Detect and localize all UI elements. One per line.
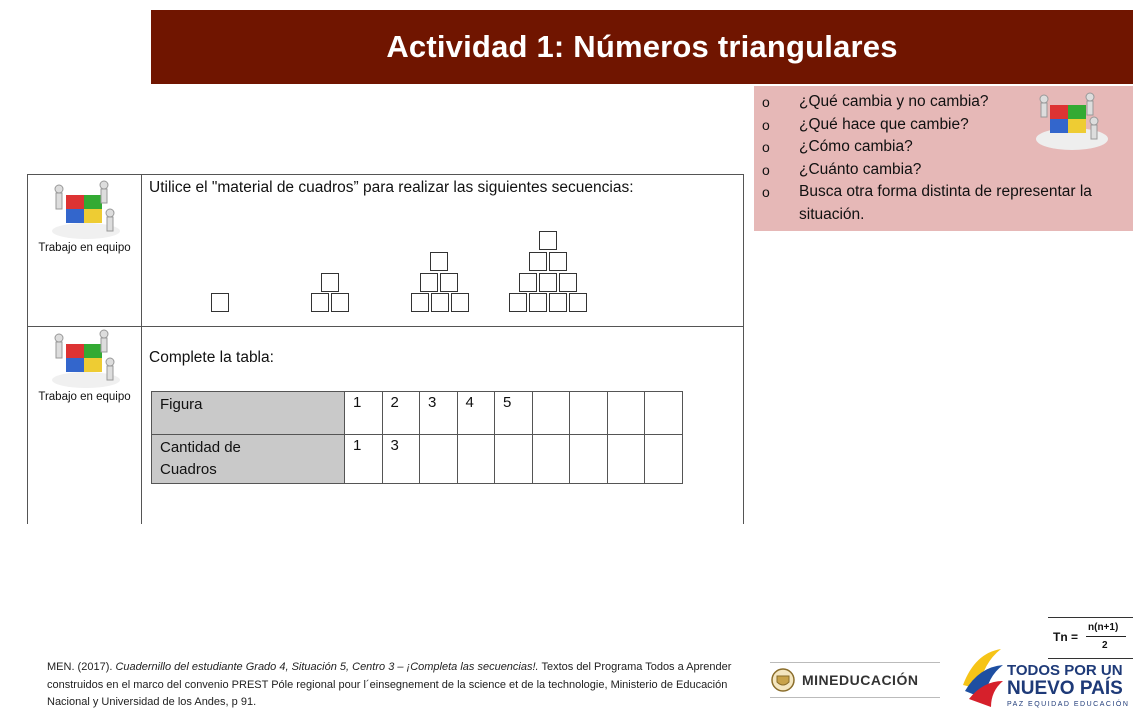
question-item: o Busca otra forma distinta de representar la situación. bbox=[762, 183, 1092, 223]
instruction-text: Complete la tabla: bbox=[149, 349, 274, 366]
teamwork-puzzle-icon bbox=[44, 177, 126, 241]
team-label: Trabajo en equipo bbox=[38, 391, 131, 403]
square-tile bbox=[451, 293, 469, 312]
table-cell[interactable]: 5 bbox=[495, 392, 533, 435]
citation: MEN. (2017). Cuadernillo del estudiante Grado 4, Situación 5, Centro 3 – ¡Completa las secuencias!. Textos del Programa Todos a Aprender construidos en el marco del convenio PREST Póle regional pour l´einsegnement de la science et de la technologie, Ministerio de Educación Nacional y Universidad de los Andes, p 91. bbox=[47, 661, 732, 708]
question-item: o ¿Cómo cambia? bbox=[762, 138, 913, 155]
fraction-bar bbox=[1086, 636, 1126, 637]
square-tile bbox=[431, 293, 449, 312]
teamwork-puzzle-icon bbox=[1030, 89, 1108, 151]
row-header: Cantidad de Cuadros bbox=[152, 435, 345, 484]
column-divider bbox=[141, 175, 142, 524]
square-tile bbox=[430, 252, 448, 271]
team-cell bbox=[28, 326, 141, 403]
square-tile bbox=[569, 293, 587, 312]
table-cell[interactable] bbox=[420, 435, 458, 484]
instruction-text: Utilice el "material de cuadros” para realizar las siguientes secuencias: bbox=[149, 179, 634, 196]
square-tile bbox=[559, 273, 577, 292]
table-cell[interactable]: 1 bbox=[345, 392, 383, 435]
table-cell[interactable] bbox=[570, 392, 608, 435]
table-cell[interactable]: 2 bbox=[382, 392, 420, 435]
coat-of-arms-icon bbox=[770, 667, 796, 693]
formula-denominator: 2 bbox=[1102, 640, 1108, 651]
question-item: o ¿Cuánto cambia? bbox=[762, 160, 922, 178]
square-tile bbox=[539, 231, 557, 250]
title-banner bbox=[151, 10, 1133, 84]
question-item: o ¿Qué hace que cambie? bbox=[762, 115, 969, 133]
square-tile bbox=[509, 293, 527, 312]
table-cell[interactable] bbox=[645, 392, 683, 435]
table-row bbox=[152, 435, 683, 484]
square-tile bbox=[440, 273, 458, 292]
mineducacion-logo: MINEDUCACIÓN bbox=[770, 662, 940, 698]
table-cell[interactable] bbox=[570, 435, 608, 484]
table-cell[interactable] bbox=[645, 435, 683, 484]
table-cell[interactable] bbox=[532, 392, 570, 435]
table-cell[interactable]: 4 bbox=[457, 392, 495, 435]
square-tile bbox=[529, 252, 547, 271]
square-tile bbox=[321, 273, 339, 292]
question-item: o ¿Qué cambia y no cambia? bbox=[762, 93, 989, 110]
square-tile bbox=[331, 293, 349, 312]
todos-por-un-nuevo-pais-logo: TODOS POR UN NUEVO PAÍS PAZ EQUIDAD EDUCACIÓN bbox=[957, 645, 1133, 711]
square-tile bbox=[411, 293, 429, 312]
row-header: Figura bbox=[152, 392, 345, 435]
formula-lhs: Tn = bbox=[1053, 630, 1079, 644]
square-tile bbox=[311, 293, 329, 312]
table-cell[interactable] bbox=[607, 435, 645, 484]
team-label: Trabajo en equipo bbox=[38, 242, 131, 254]
square-tile bbox=[529, 293, 547, 312]
flag-swoosh-icon bbox=[957, 645, 1007, 711]
table-cell[interactable]: 1 bbox=[345, 435, 383, 484]
activity-table bbox=[27, 174, 744, 524]
square-tile bbox=[211, 293, 229, 312]
page-title: Actividad 1: Números triangulares bbox=[386, 29, 898, 64]
square-tile bbox=[420, 273, 438, 292]
square-tile bbox=[549, 293, 567, 312]
table-cell[interactable]: 3 bbox=[420, 392, 458, 435]
table-cell[interactable] bbox=[495, 435, 533, 484]
table-cell[interactable] bbox=[607, 392, 645, 435]
table-row bbox=[152, 392, 683, 435]
formula-numerator: n(n+1) bbox=[1088, 622, 1119, 633]
sequence-table bbox=[151, 391, 683, 484]
square-tile bbox=[519, 273, 537, 292]
table-cell[interactable] bbox=[532, 435, 570, 484]
table-cell[interactable] bbox=[457, 435, 495, 484]
table-cell[interactable]: 3 bbox=[382, 435, 420, 484]
team-cell bbox=[28, 177, 141, 254]
square-tile bbox=[539, 273, 557, 292]
square-tile bbox=[549, 252, 567, 271]
teamwork-puzzle-icon bbox=[44, 326, 126, 390]
